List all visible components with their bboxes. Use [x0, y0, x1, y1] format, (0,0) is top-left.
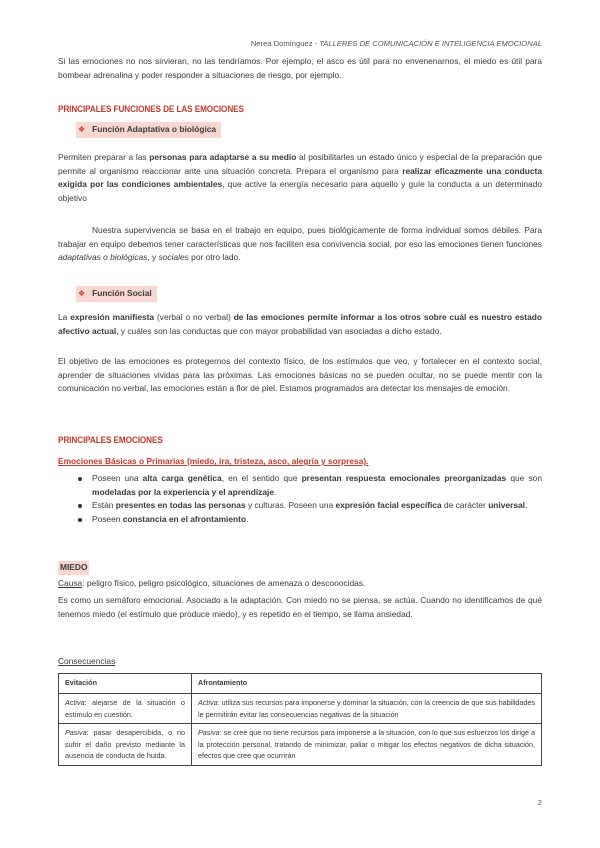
- text-run: al posibilitarles un estado único y especial de la preparación que permite al organismo reaccionar ante una situación concreta. Prepara el organismo para: [58, 152, 542, 176]
- text-run: La: [58, 312, 71, 322]
- miedo-description: Es como un semáforo emocional. Asociado a la adaptación. Con miedo no se piensa, se actúa. Cuando no identificamos de qué tenemos miedo (el estímulo que produce miedo), y es repetido en el tiempo, se llama ansiedad.: [58, 595, 542, 619]
- text-run: por otro lado.: [188, 252, 241, 262]
- list-item: [58, 499, 542, 513]
- text-run: Nuestra supervivencia se basa en el trabajo en equipo, pues biológicamente de forma individual somos débiles. Para trabajar en equipo debemos tener características que nos faciliten esa convivencia social, por eso las emociones tienen funciones: [58, 225, 542, 249]
- primary-emotions-subtitle-text: Emociones Básicas o Primarias (miedo, ira, tristeza, asco, alegría y sorpresa).: [58, 456, 369, 466]
- cause-text: : peligro físico, peligro psicológico, situaciones de amenaza o desconocidas.: [82, 578, 366, 588]
- bold-run: constancia en el afrontamiento: [122, 513, 247, 524]
- italic-run: Activa: [65, 698, 85, 707]
- consequences-table: [58, 673, 542, 766]
- bold-run: presentes en todas las personas: [115, 500, 246, 510]
- bold-run: realizar eficazmente una conducta exigida por las condiciones ambientales: [58, 165, 542, 189]
- bullet-dot-icon: [78, 477, 82, 481]
- social-paragraph-2: El objetivo de las emociones es protegernos del contexto físico, de los estímulos que veo, y fortalecer en el contexto social, aprender de situaciones vividas para las próximas. Las emociones básicas no se pueden ocultar, no se puede mentir con la comunicación no verbal, las emociones están a flor de piel. Estamos programados ara detectar los mensajes de emoción.: [58, 356, 542, 393]
- italic-run: Pasiva: [65, 728, 87, 737]
- text-run: .: [246, 513, 249, 524]
- social-paragraph-1: [58, 311, 542, 338]
- consequences-label: [58, 655, 542, 669]
- list-item: [58, 472, 542, 499]
- text-run: Permiten preparar a las: [58, 152, 150, 162]
- diamond-bullet-icon: ❖: [78, 289, 86, 298]
- italic-run: adaptativas o biológicas: [58, 252, 148, 262]
- italic-run: Activa: [198, 698, 218, 707]
- miedo-cause: [58, 577, 542, 591]
- text-run: de carácter: [441, 500, 489, 510]
- text-run: : utiliza sus recursos para imponerse y dominar la situación, con la creencia de que sus habilidades le permitirán evitar las consecuencias negativas de la situación: [198, 698, 535, 719]
- bold-run: presentan respuesta emocionales preorganizadas: [301, 473, 507, 483]
- miedo-title: MIEDO: [58, 561, 89, 575]
- italic-run: Pasiva: [198, 728, 220, 737]
- bold-run: alta carga genética: [142, 473, 222, 483]
- text-run: : pasar desapercibida, o no sufrir el daño previsto mediante la ausencia de conducta de huida.: [65, 728, 185, 760]
- header-author: Nerea Domínguez -: [250, 39, 320, 48]
- text-run: Están: [92, 500, 116, 510]
- text-run: .: [274, 486, 277, 497]
- bullet-dot-icon: [78, 518, 82, 522]
- text-run: y culturas. Poseen una: [245, 500, 336, 510]
- section-title-funciones: PRINCIPALES FUNCIONES DE LAS EMOCIONES: [58, 104, 244, 115]
- table-cell: [59, 724, 192, 766]
- text-run: : se cree que no tiene recursos para imponerse a la situación, con lo que sus esfuerzos los dirige a la protección personal, tratando de minimizar, paliar o mitigar los efectos negativos de dicha situación, efectos que cree que ocurrirán: [198, 728, 535, 760]
- bold-run: personas para adaptarse a su medio: [149, 152, 297, 162]
- subsection-social-title: Función Social: [92, 288, 152, 298]
- table-cell: [192, 694, 542, 724]
- text-run: .: [524, 500, 528, 510]
- diamond-bullet-icon: ❖: [78, 125, 86, 134]
- primary-emotions-subtitle: [58, 455, 542, 469]
- page-header: [251, 37, 542, 51]
- text-run: que son: [506, 473, 542, 483]
- text-run: , en el sentido que: [221, 473, 302, 483]
- table-header-row: [59, 674, 542, 694]
- text-run: , y cuáles son las conductas que con mayor probabilidad van asociadas a dicho estado.: [116, 325, 442, 336]
- adaptativa-paragraph-1: [58, 151, 542, 205]
- table-cell: [59, 694, 192, 724]
- adaptativa-paragraph-2: [58, 224, 542, 265]
- consequences-label-text: Consecuencias: [58, 656, 116, 666]
- page-number: 2: [537, 798, 542, 807]
- table-row: [59, 694, 542, 724]
- primary-emotions-list: [58, 472, 542, 526]
- subsection-adaptativa: [76, 122, 221, 138]
- table-cell: [192, 724, 542, 766]
- text-run: Poseen una: [92, 473, 143, 483]
- text-run: , que active la energía necesario para aquello y guíe la conducta a un determinado objetivo: [58, 179, 542, 203]
- bold-run: expresión manifiesta: [70, 312, 155, 322]
- column-header: Evitación: [59, 674, 192, 694]
- bold-run: expresión facial específica: [335, 500, 442, 510]
- cause-label: Causa: [58, 578, 83, 588]
- text-run: : alejarse de la situación o estímulo en cuestión.: [65, 698, 185, 719]
- bold-run: universal: [488, 500, 525, 510]
- header-course: TALLERES DE COMUNICACIÓN E INTELIGENCIA EMOCIONAL: [319, 39, 542, 48]
- list-item: [58, 513, 542, 527]
- subsection-adaptativa-title: Función Adaptativa o biológica: [92, 124, 217, 134]
- text-run: , y: [147, 252, 159, 262]
- section-title-principales: PRINCIPALES EMOCIONES: [58, 435, 163, 446]
- column-header: Afrontamiento: [192, 674, 542, 694]
- italic-run: sociales: [158, 252, 189, 262]
- subsection-social: [76, 286, 157, 302]
- text-run: Poseen: [92, 513, 123, 524]
- bold-run: de las emociones permite informar a los otros sobre cuál es nuestro estado afectivo actual: [58, 312, 542, 336]
- text-run: (verbal o no verbal): [154, 312, 234, 322]
- bullet-dot-icon: [78, 504, 82, 508]
- bold-run: modeladas por la experiencia y el aprendizaje: [92, 486, 275, 497]
- table-row: [59, 724, 542, 766]
- intro-paragraph: Si las emociones no nos sirvieran, no las tendríamos. Por ejemplo, el asco es útil para no envenenarnos, el miedo es útil para bombear adrenalina y poder responder a situaciones de riesgo, por ejemplo.: [58, 56, 542, 80]
